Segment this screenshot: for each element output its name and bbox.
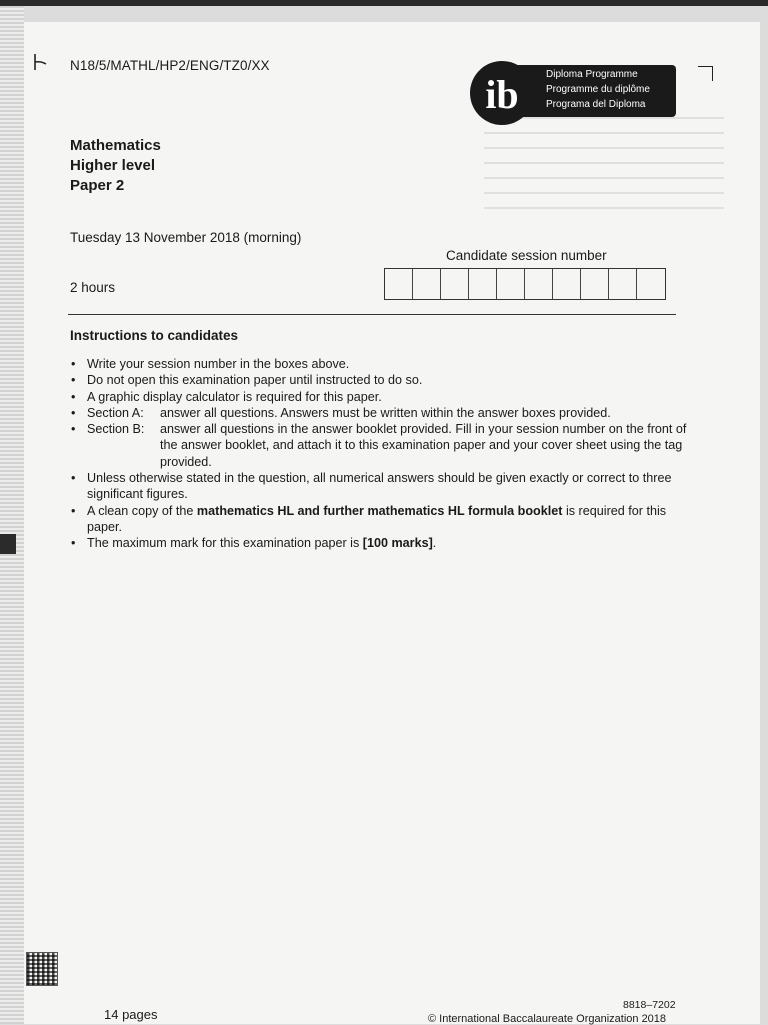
section-text: answer all questions in the answer booklet provided. Fill in your session number on the front of the answer booklet, and attach it to this examination paper and your cover sheet using the tag provided. xyxy=(160,422,687,469)
paper-number: Paper 2 xyxy=(70,177,125,194)
instruction-item xyxy=(68,421,688,470)
ib-logo-letters: ib xyxy=(485,72,519,117)
copyright: © International Baccalaureate Organization 2018 xyxy=(428,1013,667,1025)
session-digit-box[interactable] xyxy=(469,269,497,299)
instruction-item: • Do not open this examination paper until instructed to do so. xyxy=(68,372,688,388)
bleed-through-text xyxy=(484,117,724,247)
scan-edge-mark xyxy=(0,534,16,554)
instruction-item: • Unless otherwise stated in the question, all numerical answers should be given exactly or correct to three significant figures. xyxy=(68,470,688,503)
logo-line: Diploma Programme xyxy=(546,69,638,80)
instructions-list xyxy=(68,356,688,552)
exam-duration: 2 hours xyxy=(70,280,116,295)
corner-mark-icon xyxy=(32,53,48,71)
instruction-item xyxy=(68,405,688,421)
instructions-heading: Instructions to candidates xyxy=(70,328,239,343)
logo-line: Programme du diplôme xyxy=(546,84,650,95)
instruction-item: • The maximum mark for this examination paper is [100 marks]. xyxy=(68,535,688,551)
session-digit-box[interactable] xyxy=(581,269,609,299)
page-count: 14 pages xyxy=(104,1007,158,1022)
instruction-item: • Write your session number in the boxes above. xyxy=(68,356,688,372)
scan-binding-edge xyxy=(0,6,24,1024)
document-number: 8818–7202 xyxy=(623,999,676,1011)
session-digit-box[interactable] xyxy=(497,269,525,299)
paper-title xyxy=(70,136,161,196)
formula-booklet-name: mathematics HL and further mathematics HL formula booklet xyxy=(196,503,563,518)
paper-code: N18/5/MATHL/HP2/ENG/TZ0/XX xyxy=(70,58,270,73)
session-digit-box[interactable] xyxy=(385,269,413,299)
section-text: answer all questions. Answers must be written within the answer boxes provided. xyxy=(160,405,611,420)
session-digit-box[interactable] xyxy=(525,269,553,299)
session-digit-box[interactable] xyxy=(413,269,441,299)
corner-bracket-icon xyxy=(698,66,713,81)
subject: Mathematics xyxy=(70,137,161,154)
divider-line xyxy=(68,314,676,315)
exam-date: Tuesday 13 November 2018 (morning) xyxy=(70,230,302,245)
max-marks: [100 marks] xyxy=(362,536,433,551)
logo-line: Programa del Diploma xyxy=(546,99,646,110)
section-label: • Section A: xyxy=(87,405,144,420)
session-digit-box[interactable] xyxy=(609,269,637,299)
session-digit-box[interactable] xyxy=(637,269,665,299)
instruction-item: • A graphic display calculator is required for this paper. xyxy=(68,389,688,405)
session-digit-box[interactable] xyxy=(441,269,469,299)
section-label: • Section B: xyxy=(87,422,145,437)
scan-top-edge xyxy=(0,0,768,6)
instruction-item: • A clean copy of the mathematics HL and further mathematics HL formula booklet is required for this paper. xyxy=(68,503,688,536)
exam-cover-page xyxy=(24,22,760,1024)
candidate-session-label: Candidate session number xyxy=(446,248,607,263)
session-number-boxes[interactable] xyxy=(384,268,666,300)
logo-text xyxy=(546,67,650,112)
level: Higher level xyxy=(70,157,156,174)
barcode-icon xyxy=(26,952,58,986)
session-digit-box[interactable] xyxy=(553,269,581,299)
